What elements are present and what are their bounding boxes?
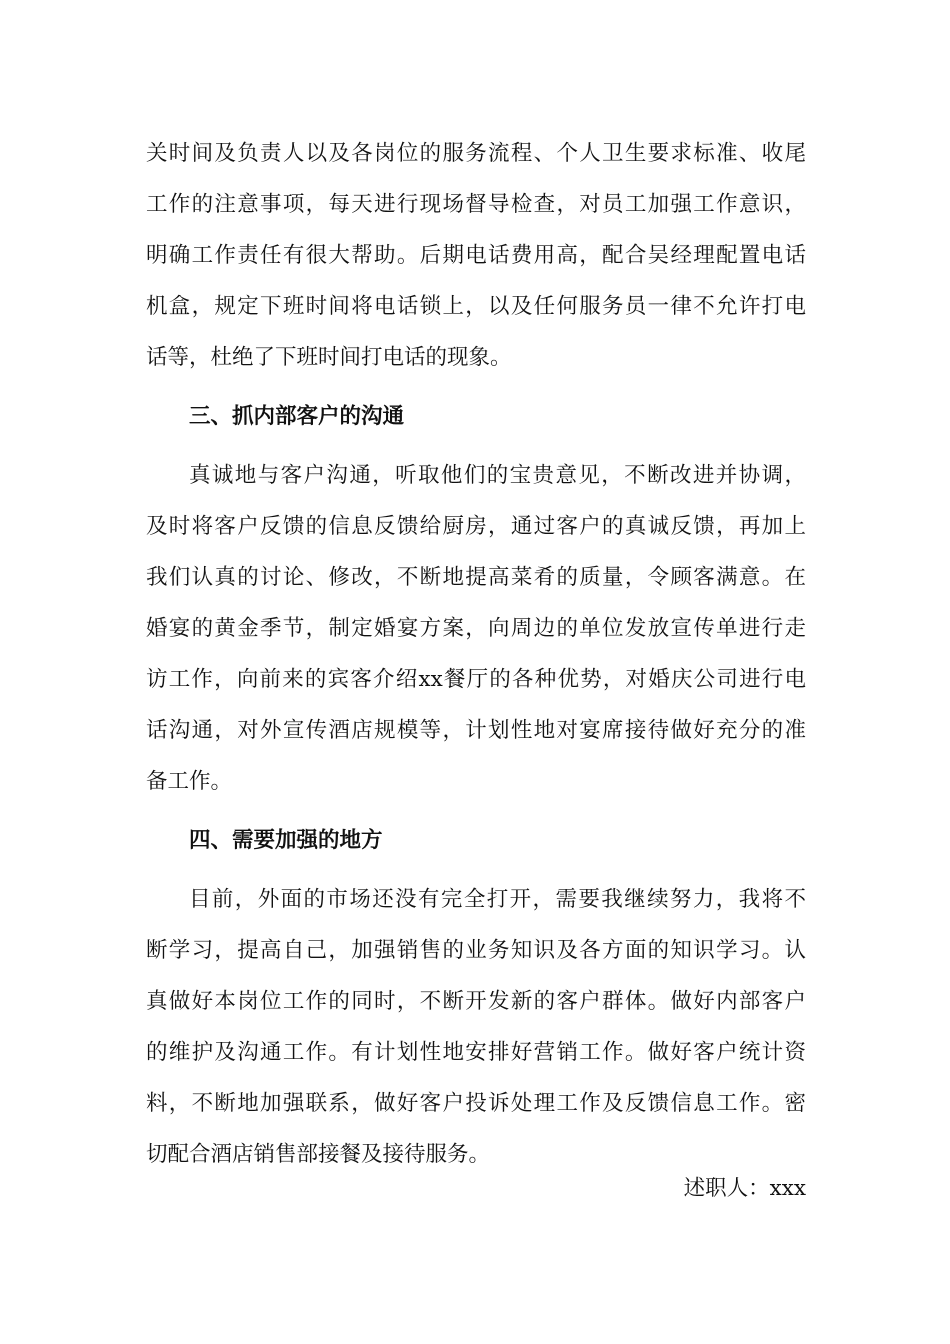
paragraph-section-3: [146, 450, 806, 807]
text-line: 的维护及沟通工作。有计划性地安排好营销工作。做好客户统计资: [146, 1040, 806, 1065]
text-line: 真诚地与客户沟通，听取他们的宝贵意见，不断改进并协调，: [189, 463, 806, 488]
text-line: 料，不断地加强联系，做好客户投诉处理工作及反馈信息工作。密: [146, 1091, 806, 1116]
text-line: 目前，外面的市场还没有完全打开，需要我继续努力，我将不: [189, 887, 806, 912]
text-line: 及时将客户反馈的信息反馈给厨房，通过客户的真诚反馈，再加上: [146, 514, 806, 539]
text-line: 明确工作责任有很大帮助。后期电话费用高，配合吴经理配置电话: [146, 243, 806, 268]
text-line: 话沟通，对外宣传酒店规模等，计划性地对宴席接待做好充分的准: [146, 718, 806, 743]
text-line: 断学习，提高自己，加强销售的业务知识及各方面的知识学习。认: [146, 938, 806, 963]
signature: 述职人：xxx: [683, 1176, 806, 1201]
text-line: 真做好本岗位工作的同时，不断开发新的客户群体。做好内部客户: [146, 989, 806, 1014]
text-line: 话等，杜绝了下班时间打电话的现象。: [146, 345, 512, 370]
text-line: 机盒，规定下班时间将电话锁上，以及任何服务员一律不允许打电: [146, 294, 806, 319]
text-line: 切配合酒店销售部接餐及接待服务。: [146, 1142, 491, 1167]
text-line: 关时间及负责人以及各岗位的服务流程、个人卫生要求标准、收尾: [146, 141, 806, 166]
text-line: 备工作。: [146, 769, 233, 794]
paragraph-continued: [146, 128, 806, 383]
text-line: 我们认真的讨论、修改，不断地提高菜肴的质量，令顾客满意。在: [146, 565, 806, 590]
text-line: 婚宴的黄金季节，制定婚宴方案，向周边的单位发放宣传单进行走: [146, 616, 806, 641]
section-heading-4: 四、需要加强的地方: [189, 828, 383, 853]
text-line: 访工作，向前来的宾客介绍xx餐厅的各种优势，对婚庆公司进行电: [146, 667, 806, 692]
text-line: 工作的注意事项，每天进行现场督导检查，对员工加强工作意识，: [146, 192, 806, 217]
document-body: [146, 128, 806, 1180]
section-heading-3: 三、抓内部客户的沟通: [189, 404, 405, 429]
paragraph-section-4: [146, 874, 806, 1180]
